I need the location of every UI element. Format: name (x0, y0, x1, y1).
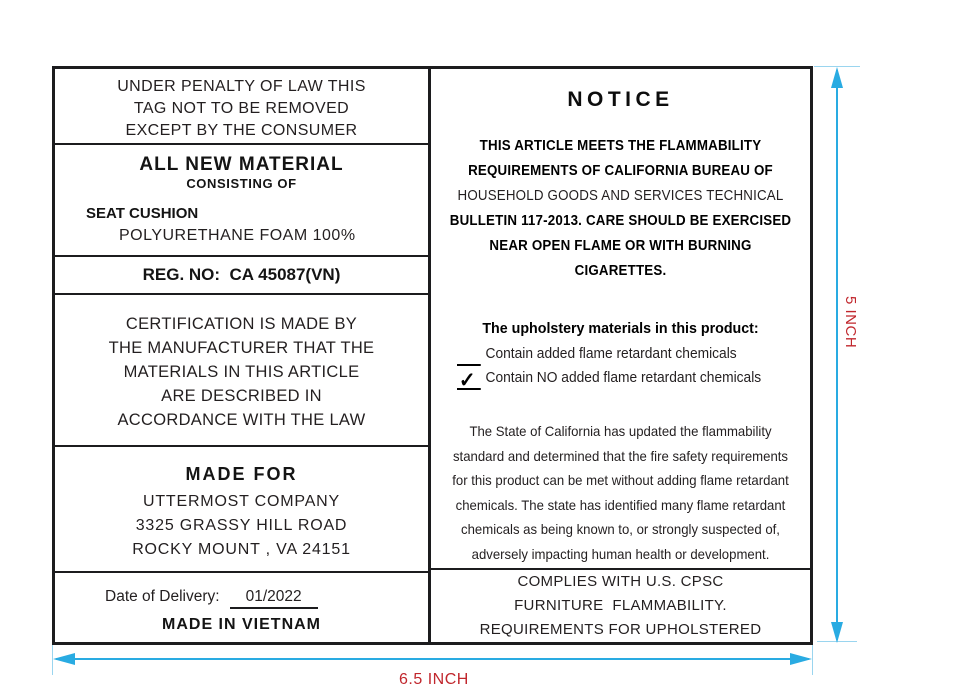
material-item: SEAT CUSHION (86, 205, 199, 222)
option-label: Contain NO added flame retardant chemicals (485, 370, 762, 386)
label-left-column (55, 69, 431, 642)
state-paragraph-line: for this product can be met without adding flame retardant (452, 472, 789, 488)
retardant-options (457, 342, 792, 390)
penalty-line: TAG NOT TO BE REMOVED (133, 100, 350, 117)
delivery-date-label: Date of Delivery: (105, 588, 220, 605)
option-contain-no-added (457, 366, 792, 390)
height-dimension-label: 5 INCH (842, 296, 859, 349)
penalty-line: EXCEPT BY THE CONSUMER (125, 122, 358, 139)
law-label (52, 66, 813, 645)
material-composition: POLYURETHANE FOAM 100% (119, 227, 356, 244)
state-paragraph-line: chemicals as being known to, or strongly suspected of, (461, 521, 780, 537)
certification-line: ARE DESCRIBED IN (161, 387, 322, 405)
compliance-line: COMPLIES WITH U.S. CPSC (517, 573, 724, 590)
certification-line: CERTIFICATION IS MADE BY (125, 315, 358, 333)
registration-number-section (55, 257, 428, 295)
material-subtitle: CONSISTING OF (186, 176, 297, 191)
compliance-line: REQUIREMENTS FOR UPHOLSTERED (479, 621, 762, 638)
dimension-tick (812, 645, 813, 675)
arrow-right-icon (790, 653, 812, 665)
made-for-company: UTTERMOST COMPANY (142, 493, 340, 510)
blank-line (457, 349, 481, 366)
flammability-statement (446, 134, 795, 284)
arrow-down-icon (831, 622, 843, 643)
flammability-line: THIS ARTICLE MEETS THE FLAMMABILITY (479, 138, 762, 154)
material-title: ALL NEW MATERIAL (139, 154, 344, 175)
penalty-line: UNDER PENALTY OF LAW THIS (117, 78, 366, 95)
made-for-section (55, 447, 428, 573)
state-paragraph-line: adversely impacting human health or development. (471, 545, 770, 562)
notice-section (431, 69, 810, 570)
cpsc-compliance-section (431, 570, 810, 642)
state-paragraph-line: The State of California has updated the flammability (469, 423, 772, 439)
arrow-left-icon (53, 653, 75, 665)
delivery-section (55, 573, 428, 642)
made-for-city: ROCKY MOUNT , VA 24151 (132, 541, 351, 558)
made-for-street: 3325 GRASSY HILL ROAD (135, 517, 348, 534)
flammability-line: HOUSEHOLD GOODS AND SERVICES TECHNICAL (457, 188, 784, 204)
certification-line: MATERIALS IN THIS ARTICLE (123, 363, 360, 381)
state-update-paragraph (442, 419, 798, 566)
certification-line: THE MANUFACTURER THAT THE (108, 339, 375, 357)
material-section (55, 145, 428, 257)
height-dimension-line (836, 70, 838, 640)
option-label: Contain added flame retardant chemicals (485, 346, 737, 362)
made-for-title: MADE FOR (185, 464, 298, 484)
width-dimension-label: 6.5 INCH (399, 671, 469, 688)
certification-section (55, 295, 428, 447)
upholstery-heading: The upholstery materials in this product: (482, 320, 759, 337)
notice-title: NOTICE (567, 88, 674, 111)
checkmark-icon: ✓ (458, 369, 476, 392)
delivery-date-value: 01/2022 (230, 588, 318, 609)
flammability-line: REQUIREMENTS OF CALIFORNIA BUREAU OF (468, 163, 773, 179)
state-paragraph-line: chemicals. The state has identified many flame retardant (455, 496, 786, 513)
country-of-origin: MADE IN VIETNAM (162, 616, 321, 633)
compliance-line: FURNITURE FLAMMABILITY. (514, 597, 727, 614)
width-dimension-line (56, 658, 809, 660)
certification-line: ACCORDANCE WITH THE LAW (117, 411, 366, 429)
penalty-section (55, 69, 428, 145)
option-contain-added (457, 342, 792, 366)
label-right-column (431, 69, 810, 642)
flammability-line: BULLETIN 117-2013. CARE SHOULD BE EXERCISED (449, 213, 792, 229)
state-paragraph-line: standard and determined that the fire safety requirements (452, 447, 789, 464)
flammability-line: NEAR OPEN FLAME OR WITH BURNING CIGARETTES. (489, 238, 756, 279)
registration-number: REG. NO: CA 45087(VN) (142, 265, 341, 284)
blank-line (457, 369, 481, 392)
arrow-up-icon (831, 67, 843, 88)
